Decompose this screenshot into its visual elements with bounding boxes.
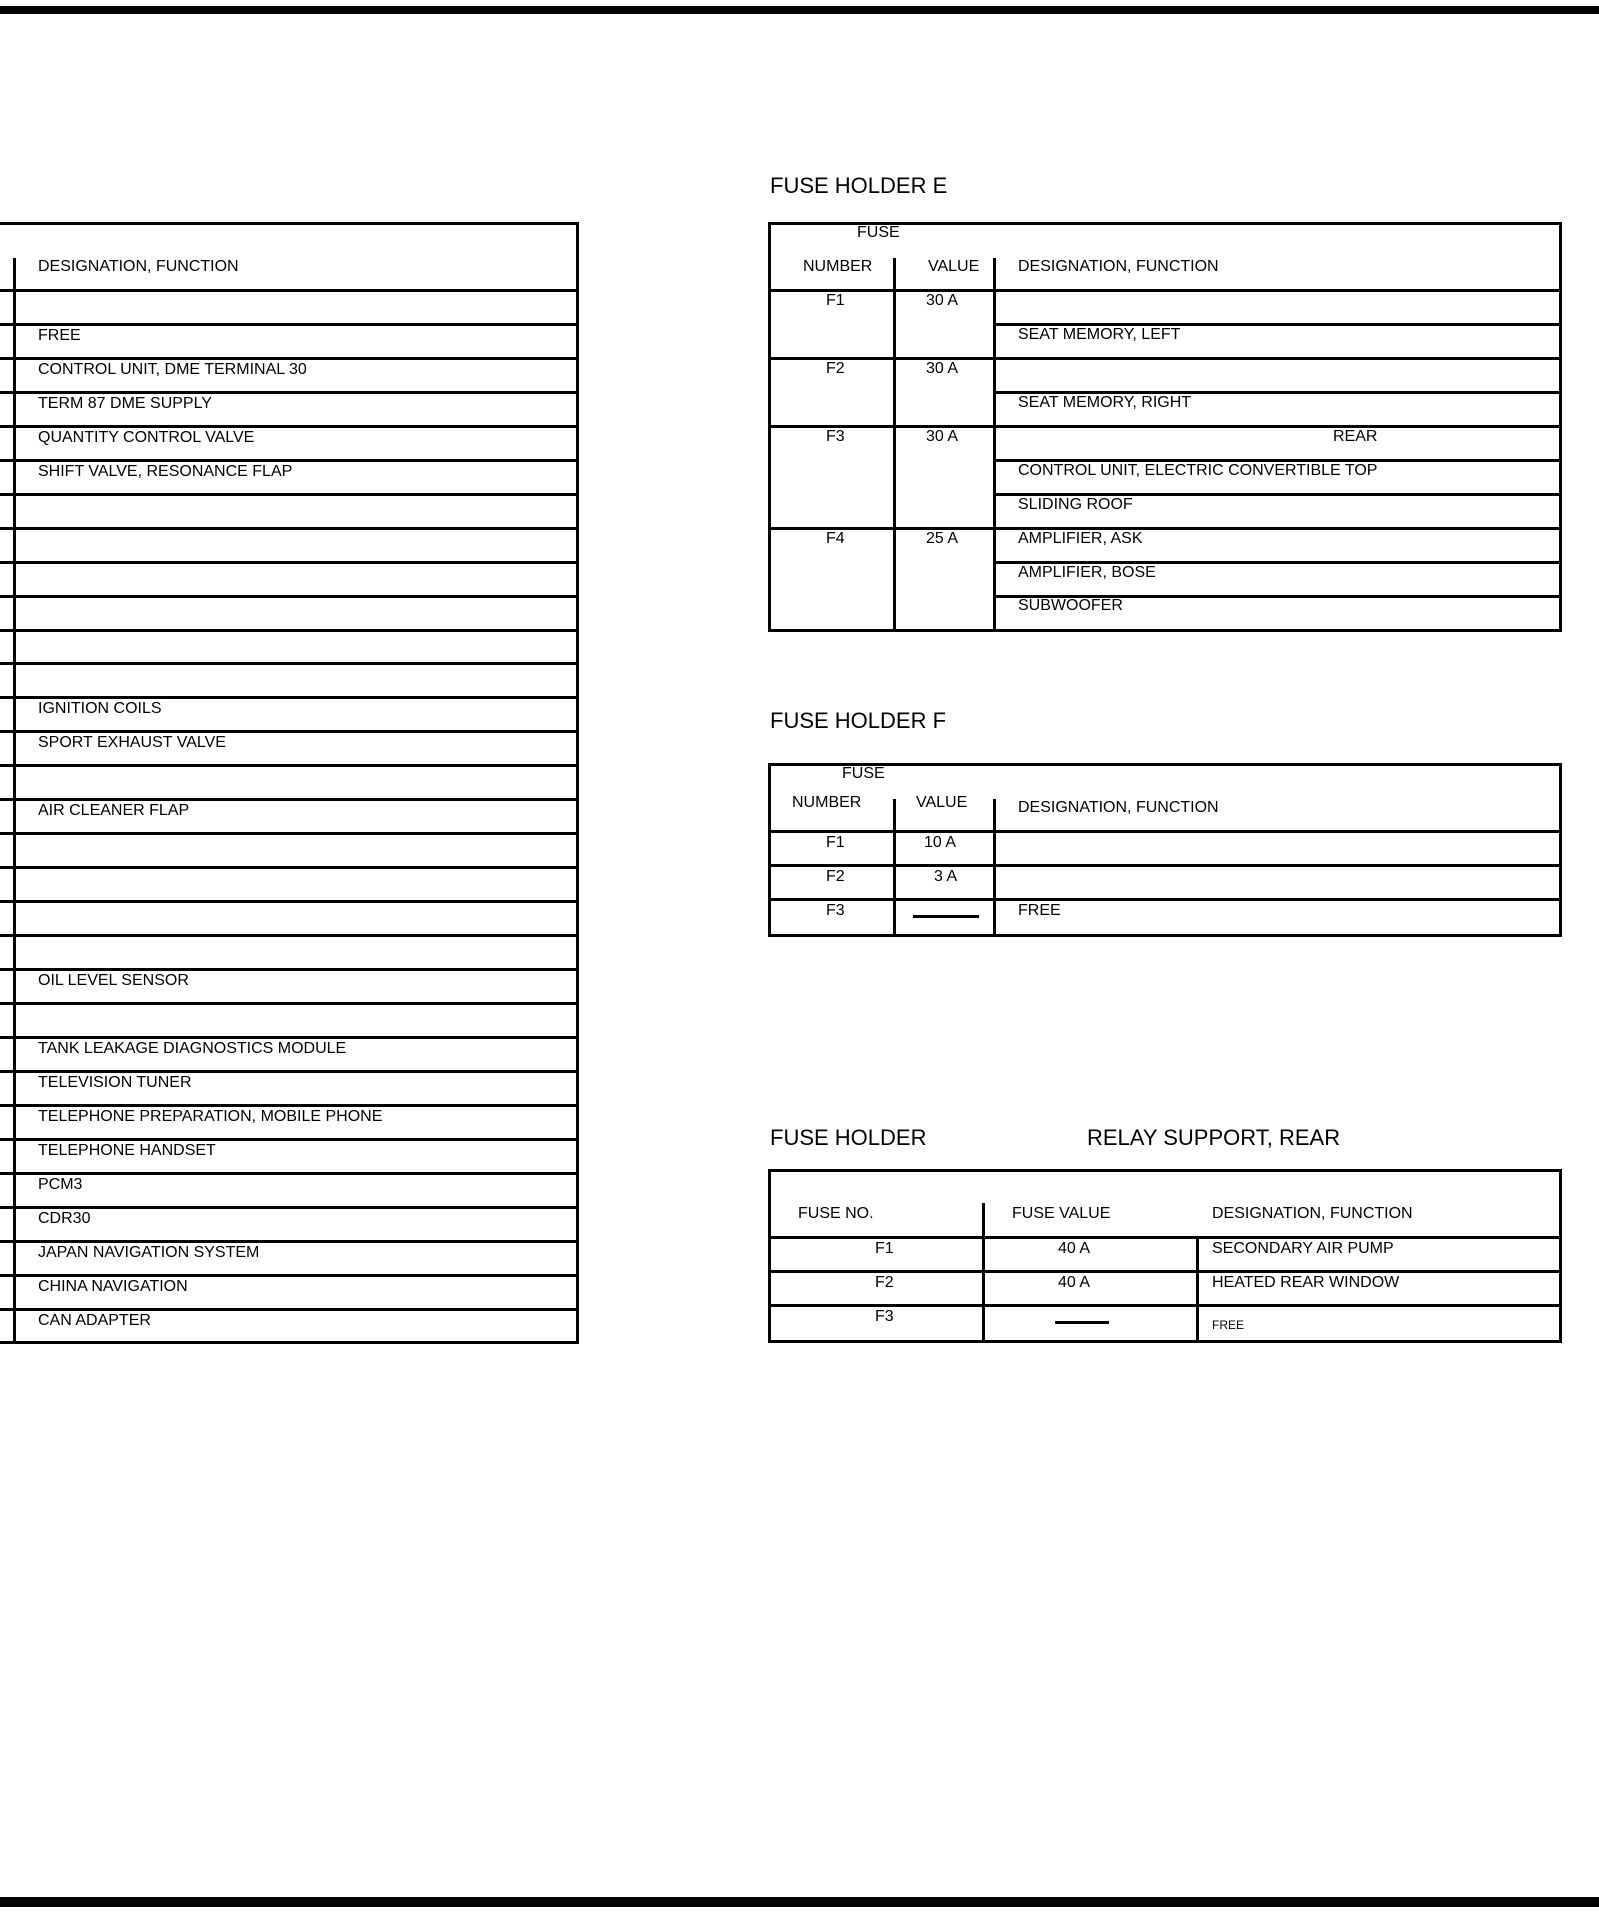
e-divider-number-value (893, 258, 896, 632)
e-number-f3: F3 (826, 428, 845, 445)
main-table-row-line (0, 968, 579, 971)
main-table-row-designation: CDR30 (38, 1210, 91, 1227)
f-number: F3 (826, 902, 845, 919)
f-divider-value-designation (993, 799, 996, 937)
main-table-row-line (0, 1138, 579, 1141)
main-table-row-designation: TELEPHONE HANDSET (38, 1142, 216, 1159)
main-table-row-line (0, 357, 579, 360)
main-table-row-line (0, 1070, 579, 1073)
main-table-row-line (0, 1002, 579, 1005)
main-table-row-line (0, 561, 579, 564)
main-table-row-line (0, 1341, 579, 1344)
main-table-row-line (0, 595, 579, 598)
e-designation: SLIDING ROOF (1018, 496, 1133, 513)
main-table-row-designation: CAN ADAPTER (38, 1312, 151, 1329)
main-table-row-designation: TANK LEAKAGE DIAGNOSTICS MODULE (38, 1040, 347, 1057)
relay-value-empty-dash (1055, 1321, 1109, 1324)
relay-number: F3 (875, 1308, 894, 1325)
main-table-row-designation: FREE (38, 327, 81, 344)
f-row-line (768, 898, 1562, 901)
main-table-row-line (0, 459, 579, 462)
relay-designation: FREE (1212, 1318, 1245, 1332)
relay-holder-title: FUSE HOLDER (770, 1125, 927, 1150)
e-row-line (768, 527, 1562, 530)
main-table-row-line (0, 1172, 579, 1175)
main-table-row-designation: IGNITION COILS (38, 700, 162, 717)
main-table-row-line (0, 391, 579, 394)
main-table-row-designation: TERM 87 DME SUPPLY (38, 395, 212, 412)
e-designation: SUBWOOFER (1018, 597, 1123, 614)
relay-header-line (768, 1236, 1562, 1239)
f-number: F1 (826, 834, 845, 851)
main-table-row-line (0, 1308, 579, 1311)
main-table-row-designation: SHIFT VALVE, RESONANCE FLAP (38, 463, 293, 480)
e-designation: SEAT MEMORY, LEFT (1018, 326, 1181, 343)
relay-designation: SECONDARY AIR PUMP (1212, 1240, 1394, 1257)
f-divider-number-value (893, 799, 896, 937)
main-table-row-designation: PCM3 (38, 1176, 83, 1193)
main-table-row-line (0, 1206, 579, 1209)
relay-head-designation: DESIGNATION, FUNCTION (1212, 1205, 1413, 1222)
relay-holder-subtitle: RELAY SUPPORT, REAR (1087, 1125, 1341, 1150)
f-value-empty-dash (913, 915, 979, 918)
main-table-row-designation: CONTROL UNIT, DME TERMINAL 30 (38, 361, 307, 378)
main-table-row-line (0, 662, 579, 665)
main-table-row-designation: TELEVISION TUNER (38, 1074, 192, 1091)
relay-number: F1 (875, 1240, 894, 1257)
main-table-row-line (0, 527, 579, 530)
e-number-f2: F2 (826, 360, 845, 377)
f-head-number: NUMBER (792, 794, 862, 811)
relay-head-value: FUSE VALUE (1012, 1205, 1111, 1222)
main-table-row-line (0, 866, 579, 869)
main-table-row-designation: OIL LEVEL SENSOR (38, 972, 189, 989)
main-table-row-designation: CHINA NAVIGATION (38, 1278, 188, 1295)
f-designation: FREE (1018, 902, 1061, 919)
fuse-holder-f-frame (768, 763, 1562, 937)
bottom-border (0, 1897, 1599, 1907)
e-number-f4: F4 (826, 530, 845, 547)
f-value: 3 A (934, 868, 958, 885)
e-value-f2: 30 A (926, 360, 959, 377)
e-head-fuse: FUSE (857, 224, 900, 241)
main-table-row-line (0, 1274, 579, 1277)
f-head-fuse: FUSE (842, 765, 885, 782)
f-head-designation: DESIGNATION, FUNCTION (1018, 799, 1219, 816)
f-value: 10 A (924, 834, 957, 851)
fuse-holder-e-title: FUSE HOLDER E (770, 173, 948, 198)
main-table-row-line (0, 934, 579, 937)
main-table-row-line (0, 425, 579, 428)
e-row-line (768, 357, 1562, 360)
f-head-value: VALUE (916, 794, 968, 811)
e-designation: SEAT MEMORY, RIGHT (1018, 394, 1192, 411)
main-table-row-line (0, 629, 579, 632)
main-table-row-line (0, 1104, 579, 1107)
main-table-row-line (0, 1240, 579, 1243)
e-value-f1: 30 A (926, 292, 959, 309)
relay-divider-value-designation (1196, 1236, 1199, 1343)
relay-value: 40 A (1058, 1274, 1091, 1291)
main-table-header: DESIGNATION, FUNCTION (38, 258, 239, 275)
e-value-f3: 30 A (926, 428, 959, 445)
main-table-row-line (0, 323, 579, 326)
relay-head-number: FUSE NO. (798, 1205, 874, 1222)
relay-number: F2 (875, 1274, 894, 1291)
main-table-top-line (0, 222, 579, 225)
e-designation: CONTROL UNIT, ELECTRIC CONVERTIBLE TOP (1018, 462, 1378, 479)
main-table-row-designation: TELEPHONE PREPARATION, MOBILE PHONE (38, 1108, 383, 1125)
main-table-row-line (0, 730, 579, 733)
main-table-row-line (0, 764, 579, 767)
main-table-row-designation: QUANTITY CONTROL VALVE (38, 429, 255, 446)
relay-row-line (768, 1304, 1562, 1307)
e-number-f1: F1 (826, 292, 845, 309)
e-designation: AMPLIFIER, BOSE (1018, 564, 1156, 581)
f-header-line (768, 830, 1562, 833)
e-row-line (768, 425, 1562, 428)
main-table-row-line (0, 696, 579, 699)
f-number: F2 (826, 868, 845, 885)
e-head-value: VALUE (928, 258, 980, 275)
main-table-row-line (0, 798, 579, 801)
main-table-header-line (0, 289, 579, 292)
relay-divider-number-value (982, 1203, 985, 1343)
main-table-row-line (0, 900, 579, 903)
relay-value: 40 A (1058, 1240, 1091, 1257)
e-header-line (768, 289, 1562, 292)
e-designation-rear: REAR (1333, 428, 1378, 445)
e-value-f4: 25 A (926, 530, 959, 547)
main-table-row-line (0, 493, 579, 496)
f-row-line (768, 864, 1562, 867)
main-table-row-designation: AIR CLEANER FLAP (38, 802, 190, 819)
main-table-row-designation: JAPAN NAVIGATION SYSTEM (38, 1244, 260, 1261)
fuse-holder-f-title: FUSE HOLDER F (770, 708, 947, 733)
e-head-number: NUMBER (803, 258, 873, 275)
e-divider-value-designation (993, 258, 996, 632)
main-table-row-line (0, 1036, 579, 1039)
top-border (0, 6, 1599, 14)
main-table-row-line (0, 832, 579, 835)
e-designation: AMPLIFIER, ASK (1018, 530, 1143, 547)
relay-row-line (768, 1270, 1562, 1273)
e-head-designation: DESIGNATION, FUNCTION (1018, 258, 1219, 275)
main-table-row-designation: SPORT EXHAUST VALVE (38, 734, 226, 751)
relay-designation: HEATED REAR WINDOW (1212, 1274, 1400, 1291)
